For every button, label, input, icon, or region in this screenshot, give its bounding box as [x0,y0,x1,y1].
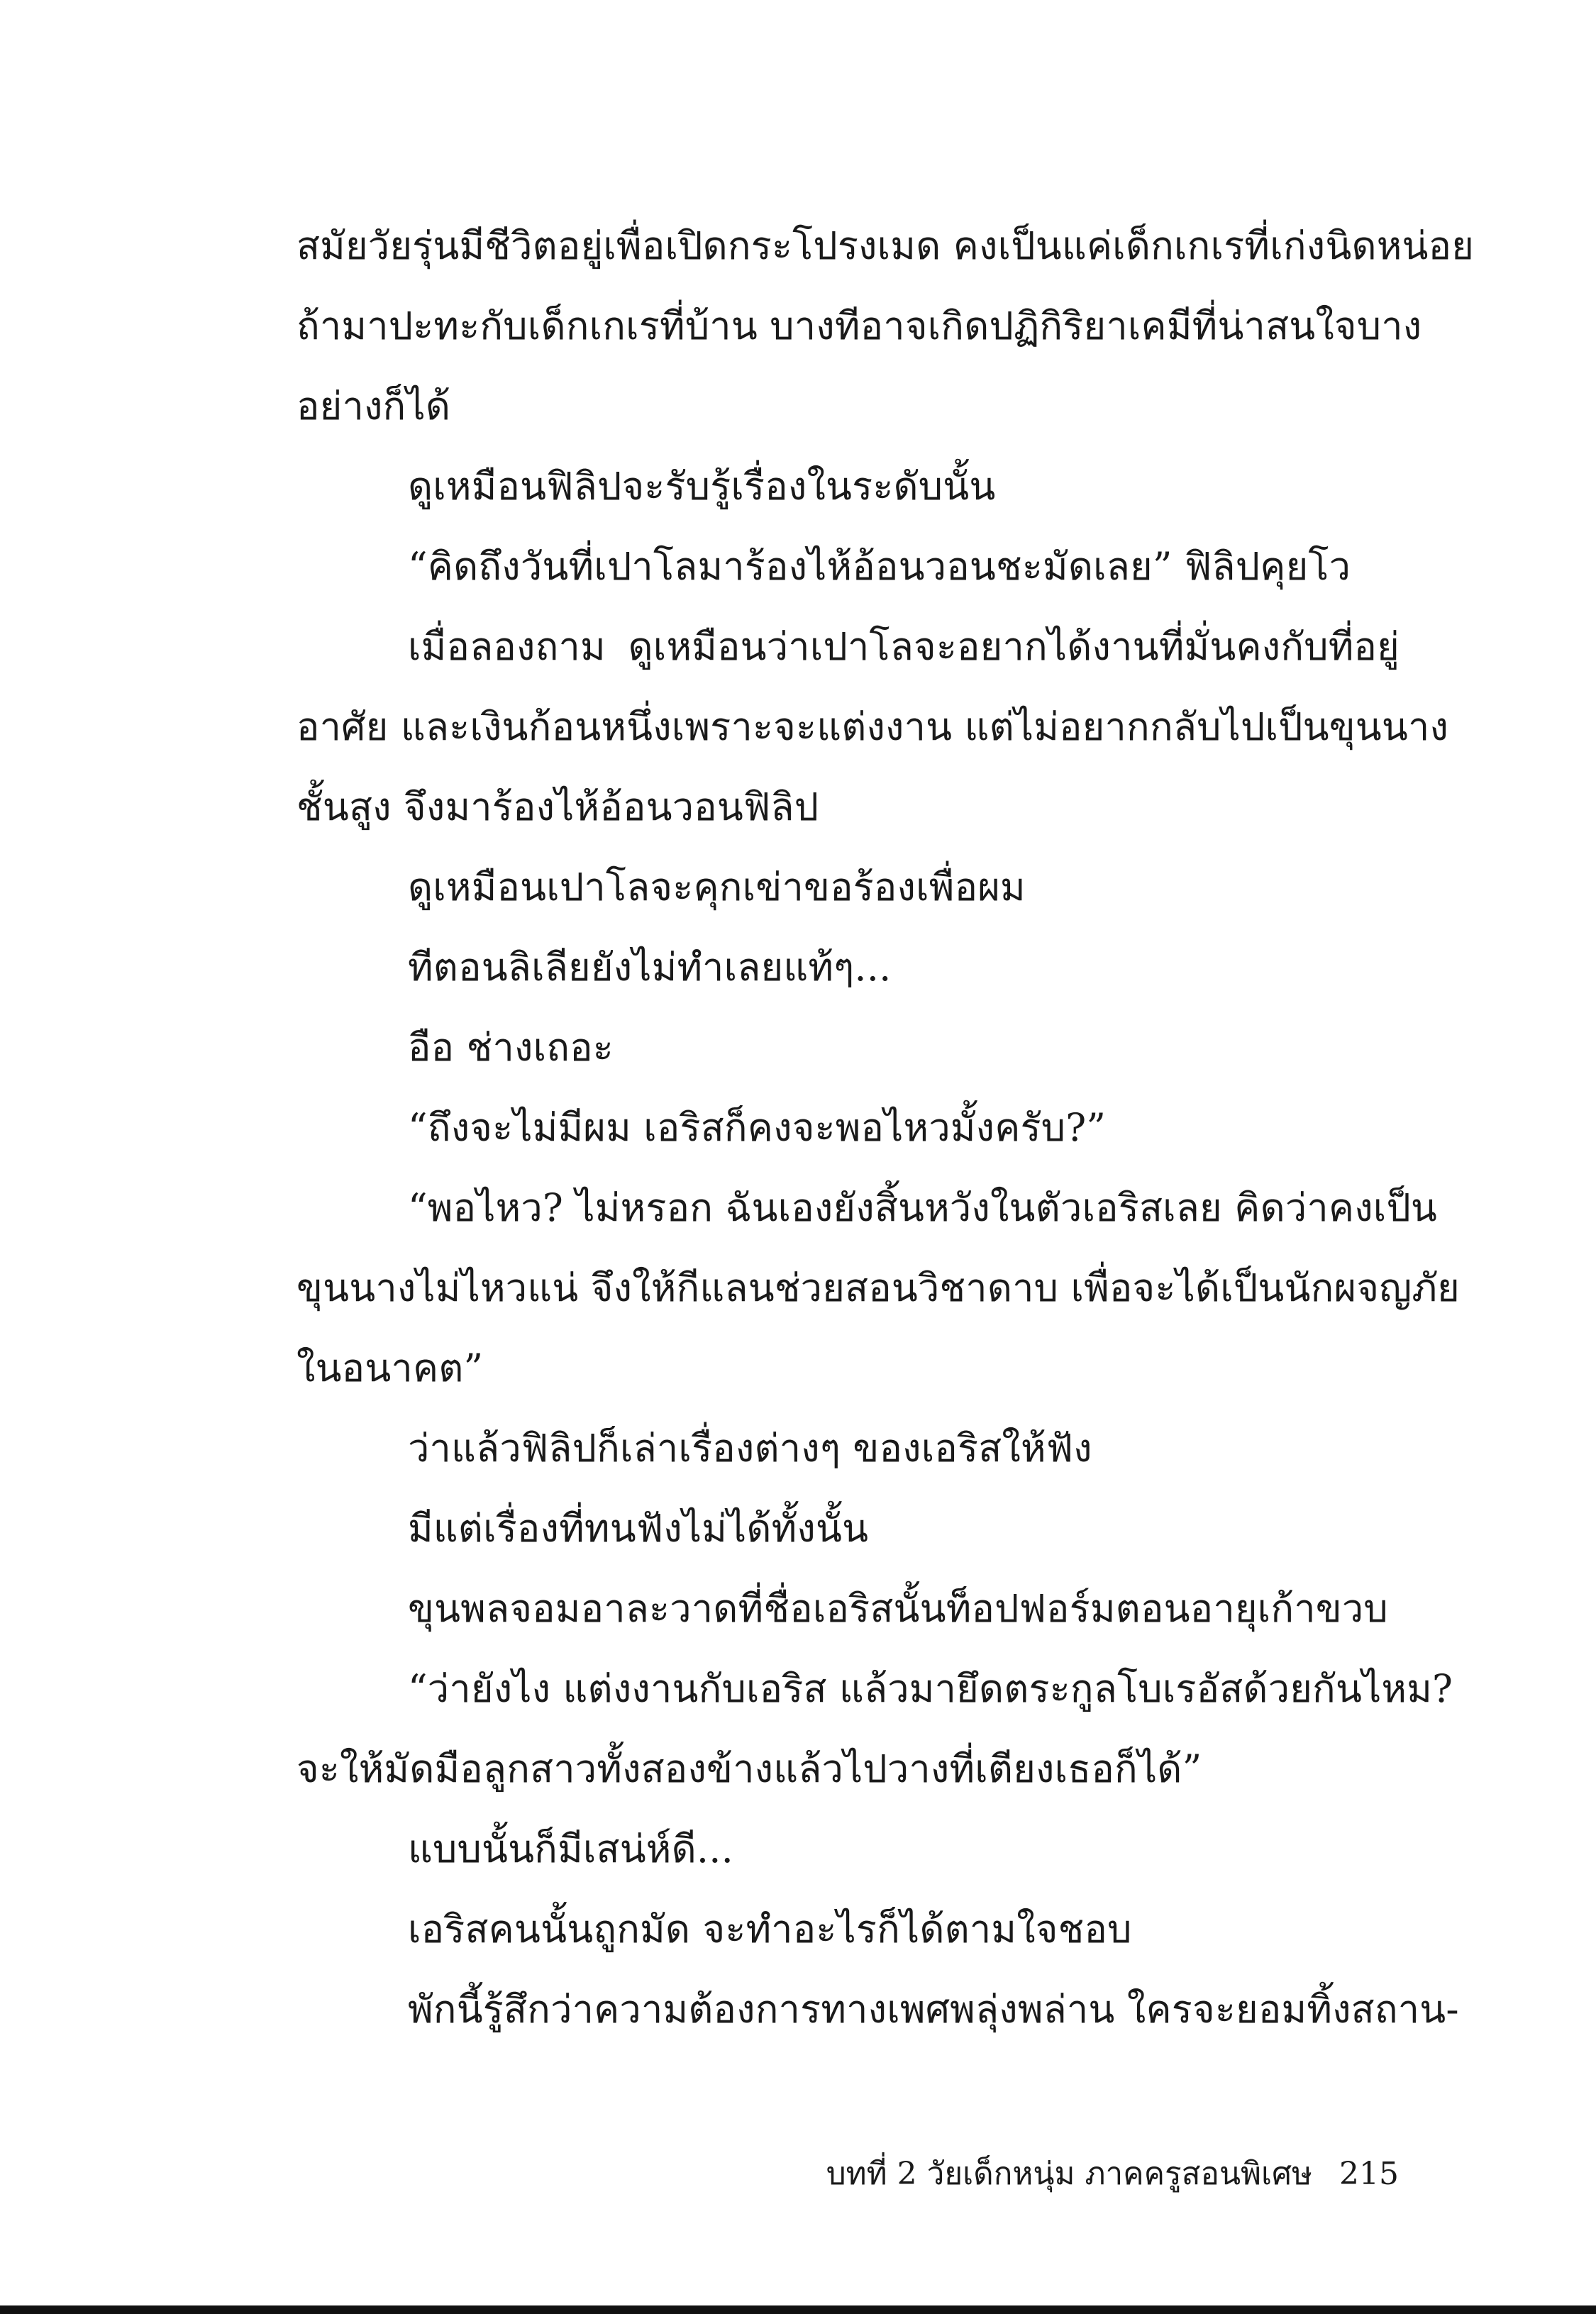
text-line: ขุนพลจอมอาละวาดที่ชื่อเอริสนั้นท็อปฟอร์มตอนอายุเก้าขวบ [408,1586,1388,1631]
text-line: เอริสคนนั้นถูกมัด จะทำอะไรก็ได้ตามใจชอบ [408,1907,1132,1952]
text-line: สมัยวัยรุ่นมีชีวิตอยู่เพื่อเปิดกระโปรงเมด คงเป็นแค่เด็กเกเรที่เก่งนิดหน่อย [297,223,1475,268]
text-line: แบบนั้นก็มีเสน่ห์ดี... [408,1827,733,1871]
text-line: ในอนาคต” [297,1346,484,1390]
text-line: “พอไหว? ไม่หรอก ฉันเองยังสิ้นหวังในตัวเอริสเลย คิดว่าคงเป็น [408,1185,1438,1230]
text-line: “ถึงจะไม่มีผม เอริสก็คงจะพอไหวมั้งครับ?” [408,1105,1107,1150]
text-line: อือ ช่างเถอะ [408,1025,614,1070]
text-line: ชั้นสูง จึงมาร้องไห้อ้อนวอนฟิลิป [297,785,819,829]
text-line: จะให้มัดมือลูกสาวทั้งสองข้างแล้วไปวางที่เตียงเธอก็ได้” [297,1746,1202,1791]
page-footer [826,2149,1399,2199]
text-line: เมื่อลองถาม ดูเหมือนว่าเปาโลจะอยากได้งานที่มั่นคงกับที่อยู่ [408,624,1400,669]
text-line: ดูเหมือนเปาโลจะคุกเข่าขอร้องเพื่อผม [408,865,1026,909]
text-line: มีแต่เรื่องที่ทนฟังไม่ได้ทั้งนั้น [408,1506,869,1551]
text-line: ถ้ามาปะทะกับเด็กเกเรที่บ้าน บางทีอาจเกิดปฏิกิริยาเคมีที่น่าสนใจบาง [297,304,1422,348]
text-line: พักนี้รู้สึกว่าความต้องการทางเพศพลุ่งพล่าน ใครจะยอมทิ้งสถาน- [408,1987,1459,2032]
page-body-text [297,206,1475,2049]
text-line: อาศัย และเงินก้อนหนึ่งเพราะจะแต่งงาน แต่ไม่อยากกลับไปเป็นขุนนาง [297,704,1449,749]
text-line: ดูเหมือนฟิลิปจะรับรู้เรื่องในระดับนั้น [408,464,996,509]
text-line: อย่างก็ได้ [297,384,451,428]
text-line: “ว่ายังไง แต่งงานกับเอริส แล้วมายึดตระกูลโบเรอัสด้วยกันไหม? [408,1666,1453,1711]
page-number: 215 [1339,2156,1399,2192]
text-line: ทีตอนลิเลียยังไม่ทำเลยแท้ๆ... [408,945,892,990]
text-line: ว่าแล้วฟิลิปก็เล่าเรื่องต่างๆ ของเอริสให้ฟัง [408,1426,1092,1471]
bottom-border [0,2305,1596,2314]
text-line: “คิดถึงวันที่เปาโลมาร้องไห้อ้อนวอนชะมัดเลย” ฟิลิปคุยโว [408,544,1351,589]
text-line: ขุนนางไม่ไหวแน่ จึงให้กีแลนช่วยสอนวิชาดาบ เพื่อจะได้เป็นนักผจญภัย [297,1266,1461,1310]
chapter-title: บทที่ 2 วัยเด็กหนุ่ม ภาคครูสอนพิเศษ [826,2156,1313,2192]
